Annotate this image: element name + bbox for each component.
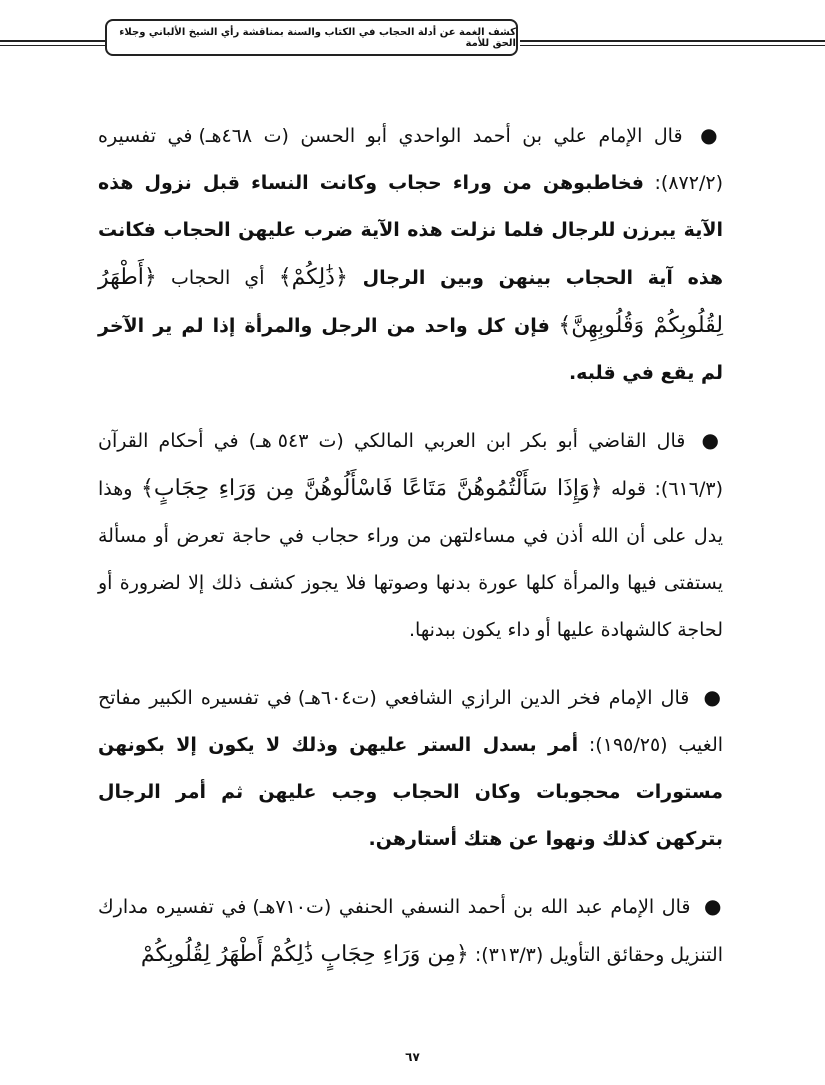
paragraph-quote: للرجال فلما نزلت هذه الآية ضرب عليهن الحجاب فكانت هذه آية الحجاب بينهن وبين الرجال xyxy=(98,219,723,289)
paragraph-text: قال الإمام عبد الله بن أحمد النسفي الحنفي (ت٧١٠هـ) في تفسيره مدارك التنزيل وحقائق التأويل (٣١٣/٣): xyxy=(98,896,723,966)
paragraph-text: أي الحجاب xyxy=(156,267,265,289)
bullet-icon: ● xyxy=(704,894,723,918)
paragraph-razi xyxy=(98,674,723,863)
quran-verse: ﴿أَطْهَرُ لِقُلُوبِكُمْ وَقُلُوبِهِنَّ﴾ xyxy=(98,265,724,338)
paragraph-text: قال الإمام علي بن أحمد الواحدي أبو الحسن (ت ٤٦٨هـ) في تفسيره (٨٧٢/٢): xyxy=(98,125,723,194)
paragraph-quote: أمر بسدل الستر عليهن وذلك لا يكون إلا بكونهن مستورات محجوبات وكان الحجاب وجب عليهن ثم أمر الرجال بتركهن كذلك ونهوا عن هتك أستارهن. xyxy=(98,734,723,850)
paragraph-ibn-arabi xyxy=(98,417,723,654)
bullet-icon: ● xyxy=(703,685,723,709)
quran-verse: ﴿ذَٰلِكُمْ﴾ xyxy=(278,265,348,290)
quran-verse: ﴿مِن وَرَاءِ حِجَابٍ ذَٰلِكُمْ أَطْهَرُ لِقُلُوبِكُمْ xyxy=(140,942,469,967)
page-body xyxy=(98,112,723,999)
paragraph-quote: فإن كل واحد من الرجل والمرأة إذا لم ير الآخر لم يقع في قلبه. xyxy=(98,315,723,384)
header-rule-right-thin xyxy=(520,45,825,46)
header-rule-left-thin xyxy=(0,45,105,46)
paragraph-quote: فخاطبوهن من وراء حجاب وكانت النساء قبل نزول هذه الآية يبرزن xyxy=(98,172,723,241)
paragraph-text: قال القاضي أبو بكر ابن العربي المالكي (ت ٥٤٣ هـ) في أحكام القرآن (٦١٦/٣): قوله xyxy=(98,430,723,500)
running-header-title: كشف الغمة عن أدلة الحجاب في الكتاب والسنة بمناقشة رأي الشيخ الألباني وجلاء الحق للأمة xyxy=(119,26,516,49)
paragraph-nasafi xyxy=(98,883,723,979)
header-rule-right xyxy=(520,40,825,42)
header-rule-left xyxy=(0,40,105,42)
paragraph-text: وهذا يدل على أن الله أذن في مساءلتهن من وراء حجاب في حاجة تعرض أو مسألة يستفتى فيها والمرأة كلها عورة بدنها وصوتها فلا يجوز كشف ذلك إلا لضرورة أو لحاجة كالشهادة عليها أو داء يكون ببدنها. xyxy=(98,478,723,641)
paragraph-text: قال الإمام فخر الدين الرازي الشافعي (ت٦٠٤هـ) في تفسيره الكبير مفاتح الغيب (١٩٥/٢٥): xyxy=(98,687,724,756)
paragraph-wahidi xyxy=(98,112,723,397)
quran-verse: ﴿وَإِذَا سَأَلْتُمُوهُنَّ مَتَاعًا فَاسْأَلُوهُنَّ مِن وَرَاءِ حِجَابٍ﴾ xyxy=(141,476,603,501)
page-number: ٦٧ xyxy=(405,1050,420,1064)
bullet-icon: ● xyxy=(700,123,723,147)
bullet-icon: ● xyxy=(701,428,723,452)
running-header xyxy=(105,19,518,56)
